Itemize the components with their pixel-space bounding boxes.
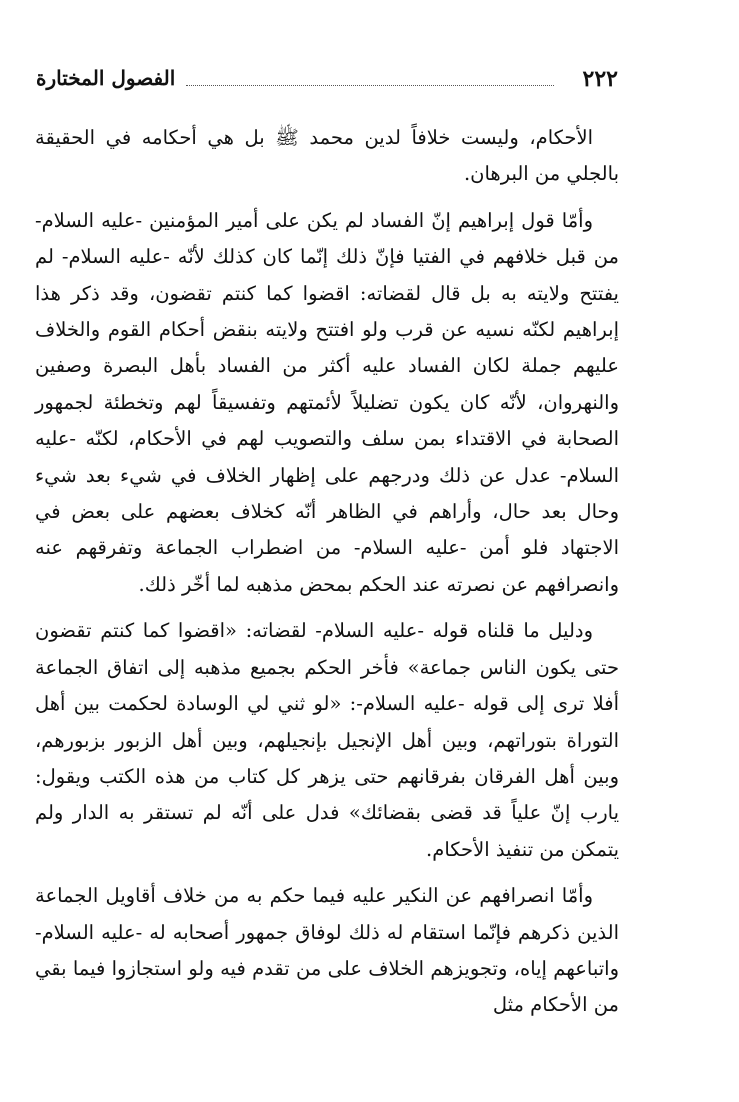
paragraph: وأمّا انصرافهم عن النكير عليه فيما حكم به من خلاف أقاويل الجماعة الذين ذكرهم فإنّما استقام له ذلك لوفاق جمهور أصحابه له -عليه السلام- واتباعهم إياه، وتجويزهم الخلاف على من تقدم فيه ولو استجازوا فيما بقي من الأحكام مثل [35, 884, 619, 1017]
paragraph: الأحكام، وليست خلافاً لدين محمد ﷺ بل هي أحكامه في الحقيقة بالجلي من البرهان. [35, 126, 619, 186]
page-header [36, 66, 618, 100]
book-title: الفصول المختارة [36, 66, 176, 90]
page-number: ٢٢٢ [582, 66, 618, 92]
paragraph: ودليل ما قلناه قوله -عليه السلام- لقضاته: «اقضوا كما كنتم تقضون حتى يكون الناس جماعة» فأخر الحكم بجميع مذهبه إلى اتفاق الجماعة أفلا ترى إلى قوله -عليه السلام-: «لو ثني لي الوسادة لحكمت بين أهل التوراة بتوراتهم، وبين أهل الإنجيل بإنجيلهم، وبين أهل الزبور بزبورهم، وبين أهل الفرقان بفرقانهم حتى يزهر كل كتاب من هذه الكتب ويقول: يارب إنّ علياً قد قضى بقضائك» فدل على أنّه لم تستقر به الدار ولم يتمكن من تنفيذ الأحكام. [35, 619, 619, 861]
dotted-leader [186, 85, 554, 86]
page-body [35, 120, 619, 1034]
paragraph: وأمّا قول إبراهيم إنّ الفساد لم يكن على أمير المؤمنين -عليه السلام- من قبل خلافهم في الفتيا فإنّ ذلك إنّما كان كذلك لأنّه -عليه السلام- لم يفتتح ولايته به بل قال لقضاته: اقضوا كما كنتم تقضون، وقد ذكر هذا إبراهيم لكنّه نسيه عن قرب ولو افتتح ولايته بنقض أحكام القوم والخلاف عليهم جملة لكان الفساد عليه أكثر من الفساد بأهل البصرة وصفين والنهروان، لأنّه كان يكون تضليلاً لأئمتهم وتفسيقاً لهم وتخطئة لجمهور الصحابة في الاقتداء بمن سلف والتصويب لهم في الأحكام، لكنّه -عليه السلام- عدل عن ذلك ودرجهم على إظهار الخلاف في شيء بعد شيء وحال بعد حال، وأراهم في الظاهر أنّه كخلاف بعضهم على بعض في الاجتهاد فلو أمن -عليه السلام- من اضطراب الجماعة وتفرقهم عنه وانصرافهم عن نصرته عند الحكم بمحض مذهبه لما أخّر ذلك. [35, 208, 619, 596]
